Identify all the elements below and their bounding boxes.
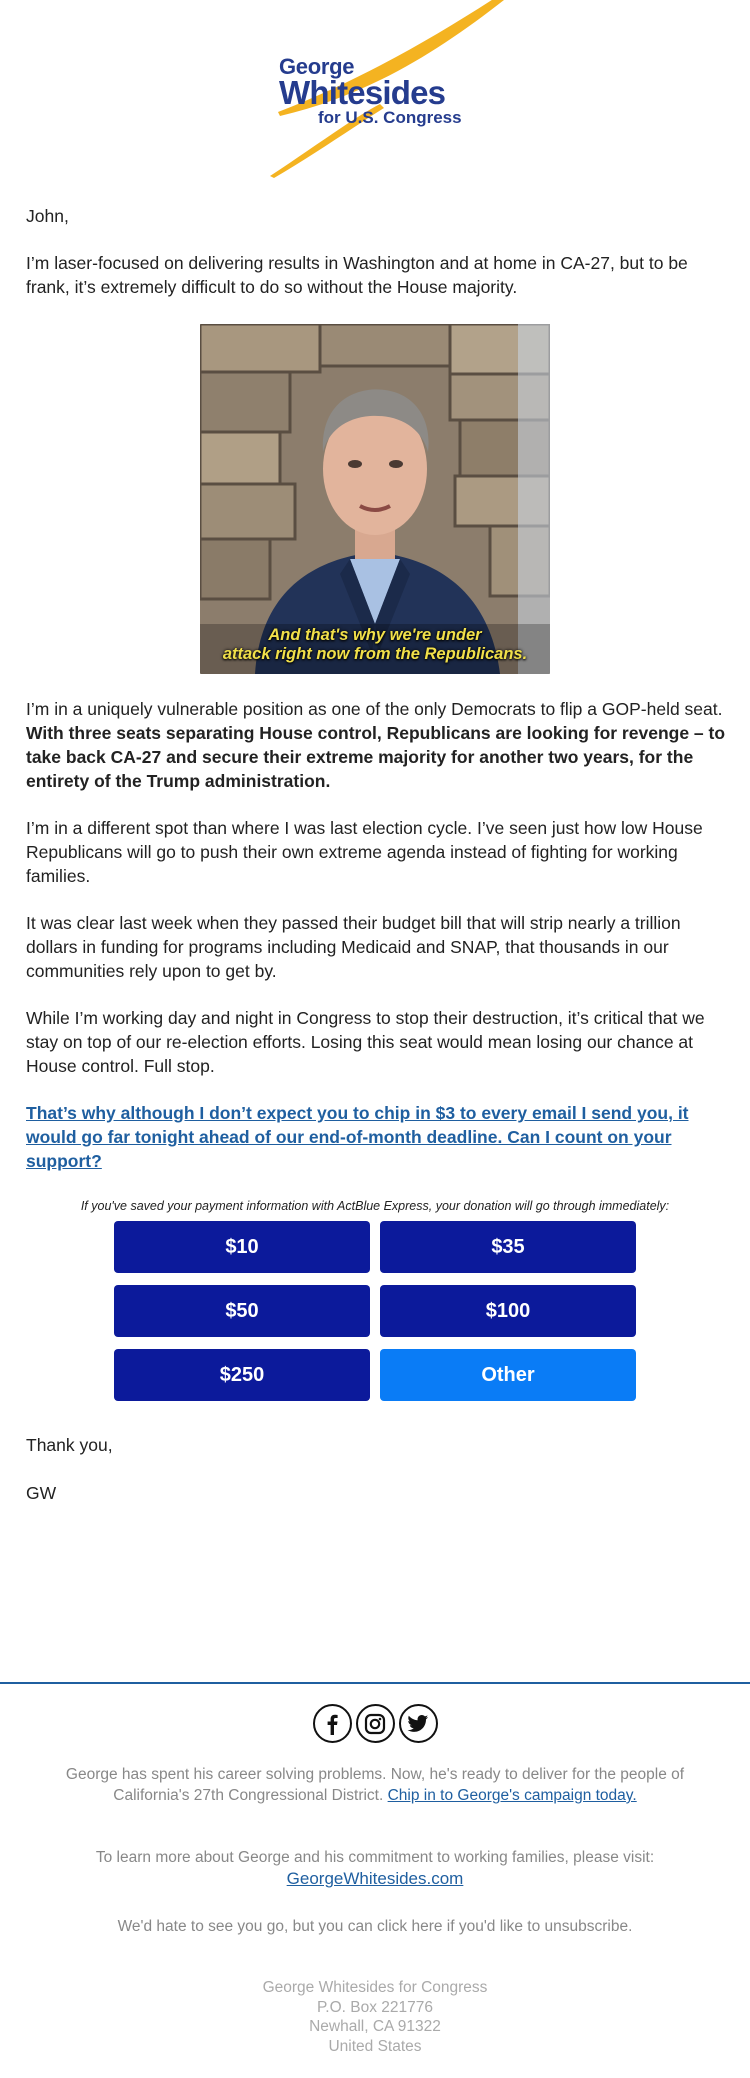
footer-learn-more-text: To learn more about George and his commitment to working families, please visit: (95, 1849, 655, 1866)
donate-250-button[interactable]: $250 (114, 1349, 370, 1401)
donate-other-button[interactable]: Other (380, 1349, 636, 1401)
signature: GW (26, 1483, 57, 1503)
address-line: Newhall, CA 91322 (309, 2018, 441, 2035)
instagram-icon[interactable] (356, 1704, 395, 1743)
closing-thanks: Thank you, (26, 1435, 113, 1455)
paragraph-vulnerable-bold: With three seats separating House control, Republicans are looking for revenge – to take back CA-27 and secure their extreme majority for another two years, for the entirety of the Trump administration. (26, 723, 726, 791)
footer-unsubscribe[interactable]: We'd hate to see you go, but you can click here if you'd like to unsubscribe. (117, 1918, 633, 1935)
donate-100-button[interactable]: $100 (380, 1285, 636, 1337)
social-links (0, 1704, 750, 1743)
footer-chip-in-link[interactable]: Chip in to George's campaign today. (387, 1787, 637, 1804)
logo-subtitle: for U.S. Congress (318, 108, 462, 127)
campaign-logo (0, 0, 750, 180)
address-line: George Whitesides for Congress (262, 1979, 488, 1996)
video-caption (200, 626, 550, 664)
video-still-image (200, 324, 550, 674)
paragraph-vulnerable (26, 697, 726, 793)
footer-learn-more (60, 1847, 690, 1890)
donate-ask-link[interactable]: That’s why although I don’t expect you to chip in $3 to every email I send you, it would go far tonight ahead of our end-of-month deadline. Can I count on your support? (26, 1103, 689, 1171)
footer-blurb (60, 1764, 690, 1806)
video-caption-line-1: And that's why we're under (268, 626, 482, 644)
address-line: P.O. Box 221776 (316, 1998, 434, 2016)
footer-website-link[interactable]: GeorgeWhitesides.com (286, 1869, 464, 1888)
paragraph-vulnerable-plain: I’m in a uniquely vulnerable position as one of the only Democrats to flip a GOP-held seat. (26, 699, 723, 719)
address-line: United States (328, 2037, 422, 2055)
paragraph-intro: I’m laser-focused on delivering results in Washington and at home in CA-27, but to be frank, it’s extremely difficult to do so without the House majority. (26, 253, 688, 297)
twitter-icon[interactable] (399, 1704, 438, 1743)
donate-10-button[interactable]: $10 (114, 1221, 370, 1273)
facebook-icon[interactable] (313, 1704, 352, 1743)
video-thumbnail[interactable] (200, 324, 550, 674)
greeting: John, (26, 206, 69, 226)
actblue-note: If you've saved your payment information with ActBlue Express, your donation will go through immediately: (80, 1199, 670, 1213)
footer-divider (0, 1682, 750, 1684)
logo-first-name: George (279, 54, 355, 79)
footer-address (0, 1978, 750, 2056)
video-caption-line-2: attack right now from the Republicans. (222, 645, 528, 663)
donate-50-button[interactable]: $50 (114, 1285, 370, 1337)
paragraph-different-spot: I’m in a different spot than where I was last election cycle. I’ve seen just how low House Republicans will go to push their own extreme agenda instead of fighting for working families. (26, 818, 703, 886)
logo-last-name: Whitesides (279, 74, 446, 111)
paragraph-reelection: While I’m working day and night in Congress to stop their destruction, it’s critical that we stay on top of our re-election efforts. Losing this seat would mean losing our chance at House control. Full stop. (26, 1008, 705, 1076)
footer-blurb-text: George has spent his career solving problems. Now, he's ready to deliver for the people of California's 27th Congressional District. (65, 1766, 685, 1804)
donate-35-button[interactable]: $35 (380, 1221, 636, 1273)
paragraph-budget-bill: It was clear last week when they passed their budget bill that will strip nearly a trillion dollars in funding for programs including Medicaid and SNAP, that thousands in our communities rely upon to get by. (26, 913, 681, 981)
